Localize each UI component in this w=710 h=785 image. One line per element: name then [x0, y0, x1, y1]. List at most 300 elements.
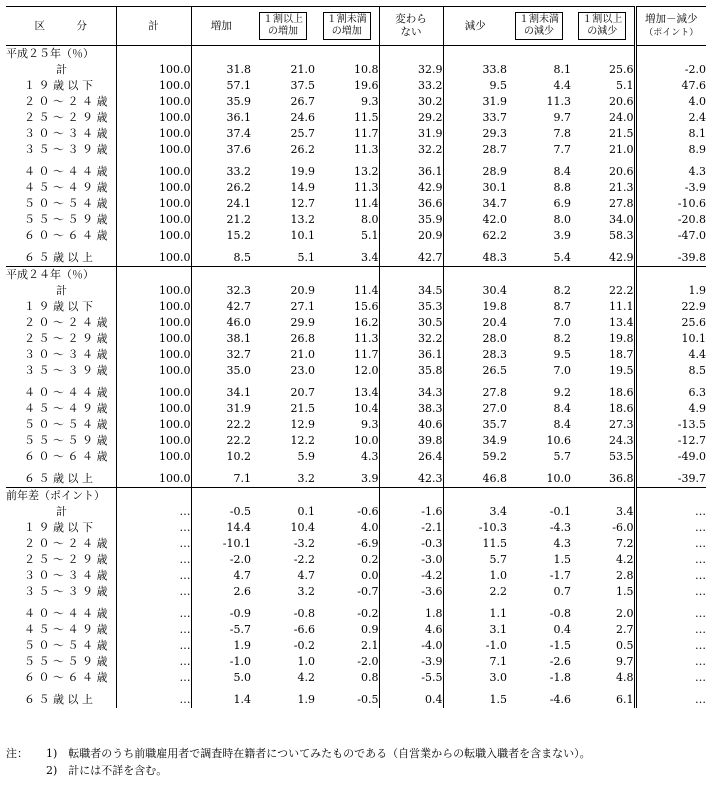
table-cell: 30.4 [443, 283, 507, 299]
table-cell: 13.4 [609, 316, 634, 329]
header-row [6, 7, 706, 46]
table-cell: 7.0 [553, 364, 571, 377]
table-cell: 20.9 [290, 284, 315, 297]
table-cell: 1.0 [443, 568, 507, 584]
row-label: ６ ０ ～ ６ ４ 歳 [24, 450, 108, 463]
table-cell: 22.9 [635, 299, 706, 315]
table-cell: 20.7 [290, 386, 315, 399]
table-cell: 4.6 [379, 622, 443, 638]
table-cell: 3.2 [297, 472, 315, 485]
table-cell: 7.7 [553, 143, 571, 156]
table-cell: 32.7 [191, 347, 251, 363]
table-cell: 21.3 [609, 181, 634, 194]
table-row [6, 552, 706, 568]
header-category: 区 分 [6, 7, 116, 46]
table-cell: 28.9 [443, 164, 507, 180]
table-cell: 10.4 [290, 521, 315, 534]
table-row [6, 692, 706, 708]
table-cell: 62.2 [443, 228, 507, 244]
table-cell: -0.3 [379, 536, 443, 552]
table-cell: 11.5 [443, 536, 507, 552]
table-cell: 21.2 [191, 212, 251, 228]
table-cell: 100.0 [116, 283, 191, 299]
table-cell: 38.3 [379, 401, 443, 417]
table-cell: -2.0 [191, 552, 251, 568]
table-cell: -5.5 [379, 670, 443, 686]
table-cell: 4.7 [191, 568, 251, 584]
table-cell: 57.1 [191, 78, 251, 94]
table-cell: 0.4 [379, 692, 443, 708]
table-cell: 35.8 [379, 363, 443, 379]
table-cell: … [116, 552, 191, 568]
table-cell: 31.8 [191, 62, 251, 78]
table-cell: 11.3 [354, 181, 379, 194]
table-cell: 16.2 [354, 316, 379, 329]
table-row [6, 94, 706, 110]
table-cell: 14.9 [290, 181, 315, 194]
table-cell: 47.6 [635, 78, 706, 94]
table-cell: 35.7 [443, 417, 507, 433]
row-label: ４ ５ ～ ４ ９ 歳 [24, 402, 108, 415]
table-cell: 10.2 [191, 449, 251, 465]
table-cell: … [116, 568, 191, 584]
table-cell: 7.1 [443, 654, 507, 670]
table-cell: 19.8 [443, 299, 507, 315]
header-inc-under10: １割未満 の増加 [315, 7, 379, 46]
table-cell: -2.0 [635, 62, 706, 78]
table-row [6, 331, 706, 347]
table-cell: 3.2 [297, 585, 315, 598]
table-cell: 100.0 [116, 315, 191, 331]
table-cell: -1.7 [549, 569, 571, 582]
table-cell: 26.8 [290, 332, 315, 345]
table-cell: … [116, 504, 191, 520]
table-cell: 100.0 [116, 449, 191, 465]
table-cell: 33.2 [191, 164, 251, 180]
row-label: ４ ０ ～ ４ ４ 歳 [24, 386, 108, 399]
table-cell: … [635, 638, 706, 654]
table-cell: -2.1 [379, 520, 443, 536]
table-cell: 15.2 [191, 228, 251, 244]
table-cell: 8.7 [553, 300, 571, 313]
header-diff: 増加－減少 （ポイント） [635, 7, 706, 46]
table-cell: … [116, 638, 191, 654]
table-cell: -1.0 [191, 654, 251, 670]
table-cell: 27.8 [609, 197, 634, 210]
table-cell: 100.0 [116, 331, 191, 347]
row-label: ３ ０ ～ ３ ４ 歳 [24, 569, 108, 582]
table-cell: 2.6 [191, 584, 251, 600]
table-cell: 10.8 [354, 63, 379, 76]
table-row [6, 449, 706, 465]
table-cell: 5.0 [191, 670, 251, 686]
table-cell: 1.0 [297, 655, 315, 668]
table-row [6, 315, 706, 331]
table-cell: 26.7 [290, 95, 315, 108]
table-cell: 7.0 [553, 316, 571, 329]
table-cell: 13.2 [290, 213, 315, 226]
table-cell: 35.9 [191, 94, 251, 110]
table-cell: -3.2 [293, 537, 315, 550]
table-cell: 10.1 [635, 331, 706, 347]
table-row [6, 584, 706, 600]
table-cell: 9.7 [616, 655, 634, 668]
table-cell: 8.2 [553, 284, 571, 297]
table-cell: 0.7 [553, 585, 571, 598]
table-cell: 33.7 [443, 110, 507, 126]
footnote-1 [6, 746, 591, 762]
table-cell: 0.8 [361, 671, 379, 684]
table-cell: 100.0 [116, 250, 191, 267]
table-row [6, 228, 706, 244]
table-cell: 24.0 [609, 111, 634, 124]
table-cell: 4.3 [361, 450, 379, 463]
table-cell: 5.1 [616, 79, 634, 92]
table-cell: -49.0 [635, 449, 706, 465]
table-cell: 8.2 [553, 332, 571, 345]
table-cell: 42.9 [379, 180, 443, 196]
table-cell: 26.4 [379, 449, 443, 465]
row-label: ３ ５ ～ ３ ９ 歳 [24, 364, 108, 377]
table-cell: 100.0 [116, 347, 191, 363]
table-cell: 20.6 [609, 165, 634, 178]
table-cell: 11.4 [354, 197, 379, 210]
row-label: ６ ５ 歳 以 上 [24, 472, 93, 485]
footnote-1-text: 1) 転職者のうち前職雇用者で調査時在籍者についてみたものである（自営業からの転職入職者を含まない）。 [46, 747, 591, 760]
table-cell: 32.9 [379, 62, 443, 78]
table-cell: 42.9 [609, 251, 634, 264]
table-cell: -0.6 [357, 505, 379, 518]
table-cell: 7.1 [191, 471, 251, 488]
table-row [6, 504, 706, 520]
table-cell: 59.2 [443, 449, 507, 465]
table-cell: 34.1 [191, 385, 251, 401]
table-cell: 8.4 [553, 165, 571, 178]
table-cell: 10.4 [354, 402, 379, 415]
table-cell: 21.0 [609, 143, 634, 156]
table-cell: -5.7 [191, 622, 251, 638]
table-cell: 4.3 [553, 537, 571, 550]
row-label: ４ ０ ～ ４ ４ 歳 [24, 607, 108, 620]
table-cell: … [635, 670, 706, 686]
table-cell: 5.7 [553, 450, 571, 463]
table-cell: 4.3 [635, 164, 706, 180]
table-cell: 1.9 [635, 283, 706, 299]
table-cell: 13.2 [354, 165, 379, 178]
row-label: ６ ５ 歳 以 上 [24, 693, 93, 706]
table-cell: 100.0 [116, 385, 191, 401]
table-cell: 30.2 [379, 94, 443, 110]
row-label: 計 [56, 284, 67, 297]
table-cell: 2.2 [443, 584, 507, 600]
table-cell: 1.1 [443, 606, 507, 622]
table-cell: 8.5 [635, 363, 706, 379]
table-cell: 7.8 [553, 127, 571, 140]
table-cell: 11.3 [546, 95, 571, 108]
table-cell: 37.5 [290, 79, 315, 92]
table-cell: 31.9 [443, 94, 507, 110]
table-cell: 9.3 [361, 95, 379, 108]
table-cell: 30.1 [443, 180, 507, 196]
table-cell: 21.0 [290, 348, 315, 361]
table-cell: 2.8 [616, 569, 634, 582]
table-cell: -0.7 [357, 585, 379, 598]
table-cell: 6.9 [553, 197, 571, 210]
table-row [6, 212, 706, 228]
table-cell: -10.3 [443, 520, 507, 536]
table-cell: 8.4 [553, 418, 571, 431]
table-cell: 1.5 [553, 553, 571, 566]
table-cell: 10.1 [290, 229, 315, 242]
section-title-row [6, 488, 706, 505]
table-cell: 5.9 [297, 450, 315, 463]
header-inc-over10: １割以上 の増加 [251, 7, 315, 46]
table-cell: 0.5 [616, 639, 634, 652]
table-cell: 0.2 [361, 553, 379, 566]
table-cell: 12.0 [354, 364, 379, 377]
row-label: ３ ０ ～ ３ ４ 歳 [24, 348, 108, 361]
table-cell: -4.3 [549, 521, 571, 534]
table-cell: 8.9 [635, 142, 706, 158]
table-cell: 4.8 [616, 671, 634, 684]
table-cell: 25.6 [635, 315, 706, 331]
table-cell: 1.4 [191, 692, 251, 708]
table-cell: 32.3 [191, 283, 251, 299]
table-cell: 11.1 [609, 300, 634, 313]
table-cell: 8.4 [553, 402, 571, 415]
table-cell: 34.9 [443, 433, 507, 449]
table-cell: 9.5 [443, 78, 507, 94]
section-title: 平成２５年（％） [6, 46, 116, 63]
row-label: ４ ０ ～ ４ ４ 歳 [24, 165, 108, 178]
table-row [6, 283, 706, 299]
table-cell: 33.8 [443, 62, 507, 78]
table-cell: 34.5 [379, 283, 443, 299]
table-cell: 100.0 [116, 164, 191, 180]
row-label: 計 [56, 63, 67, 76]
table-cell: 19.9 [290, 165, 315, 178]
table-cell: 5.1 [297, 251, 315, 264]
table-cell: 3.9 [361, 472, 379, 485]
table-cell: 28.7 [443, 142, 507, 158]
table-cell: 36.1 [191, 110, 251, 126]
table-cell: 46.0 [191, 315, 251, 331]
table-cell: 4.4 [635, 347, 706, 363]
table-cell: … [116, 584, 191, 600]
table-cell: -0.5 [357, 693, 379, 706]
table-cell: -2.2 [293, 553, 315, 566]
table-cell: 7.2 [616, 537, 634, 550]
table-cell: 34.7 [443, 196, 507, 212]
table-cell: 25.7 [290, 127, 315, 140]
table-cell: 4.2 [297, 671, 315, 684]
table-cell: 2.0 [616, 607, 634, 620]
table-cell: 5.7 [443, 552, 507, 568]
table-cell: 27.3 [609, 418, 634, 431]
row-label: ５ ０ ～ ５ ４ 歳 [24, 197, 108, 210]
row-label: １ ９ 歳 以 下 [24, 521, 93, 534]
table-cell: -0.8 [549, 607, 571, 620]
table-cell: 27.1 [290, 300, 315, 313]
table-cell: … [116, 606, 191, 622]
table-cell: 32.2 [379, 331, 443, 347]
table-cell: … [635, 552, 706, 568]
table-row [6, 180, 706, 196]
table-cell: 37.6 [191, 142, 251, 158]
table-cell: 18.6 [609, 402, 634, 415]
table-cell: 35.3 [379, 299, 443, 315]
table-cell: 100.0 [116, 126, 191, 142]
section-title-row [6, 267, 706, 284]
table-cell: 4.4 [553, 79, 571, 92]
table-row [6, 536, 706, 552]
table-cell: 0.1 [297, 505, 315, 518]
table-row [6, 78, 706, 94]
row-label: １ ９ 歳 以 下 [24, 300, 93, 313]
table-cell: 8.1 [553, 63, 571, 76]
header-total: 計 [116, 7, 191, 46]
table-row [6, 250, 706, 267]
row-label: ６ ０ ～ ６ ４ 歳 [24, 671, 108, 684]
table-cell: 35.9 [379, 212, 443, 228]
table-row [6, 520, 706, 536]
table-row [6, 401, 706, 417]
table-cell: -39.8 [635, 250, 706, 267]
table-cell: 10.0 [354, 434, 379, 447]
table-cell: -4.2 [379, 568, 443, 584]
table-cell: 24.6 [290, 111, 315, 124]
table-cell: 100.0 [116, 228, 191, 244]
table-cell: 100.0 [116, 142, 191, 158]
table-cell: 10.6 [546, 434, 571, 447]
section-title: 前年差（ポイント） [6, 488, 116, 505]
table-cell: -2.0 [357, 655, 379, 668]
row-label: ２ ０ ～ ２ ４ 歳 [24, 316, 108, 329]
table-row [6, 299, 706, 315]
table-cell: 100.0 [116, 212, 191, 228]
table-cell: 4.9 [635, 401, 706, 417]
table-cell: 11.3 [354, 143, 379, 156]
table-cell: 100.0 [116, 299, 191, 315]
section-title: 平成２４年（％） [6, 267, 116, 284]
table-row [6, 622, 706, 638]
table-cell: … [116, 670, 191, 686]
table-cell: 3.9 [553, 229, 571, 242]
table-row [6, 196, 706, 212]
table-cell: 26.2 [191, 180, 251, 196]
table-cell: -3.6 [379, 584, 443, 600]
table-cell: 6.3 [635, 385, 706, 401]
header-nochange: 変わら ない [379, 7, 443, 46]
table-cell: 11.7 [354, 127, 379, 140]
table-cell: … [635, 622, 706, 638]
table-cell: 21.5 [290, 402, 315, 415]
table-cell: 18.7 [609, 348, 634, 361]
table-cell: 48.3 [443, 250, 507, 267]
table-cell: 14.4 [191, 520, 251, 536]
table-cell: 11.4 [354, 284, 379, 297]
table-cell: -3.9 [635, 180, 706, 196]
table-cell: 12.7 [290, 197, 315, 210]
table-cell: 34.0 [609, 213, 634, 226]
table-cell: 29.2 [379, 110, 443, 126]
table-cell: 22.2 [191, 433, 251, 449]
row-label: ２ ５ ～ ２ ９ 歳 [24, 553, 108, 566]
header-dec-over10: １割以上 の減少 [571, 7, 635, 46]
table-cell: 21.0 [290, 63, 315, 76]
table-row [6, 654, 706, 670]
table-cell: 100.0 [116, 433, 191, 449]
table-cell: 1.5 [443, 692, 507, 708]
table-cell: … [116, 536, 191, 552]
table-cell: 9.5 [553, 348, 571, 361]
table-cell: -4.0 [379, 638, 443, 654]
table-cell: -1.5 [549, 639, 571, 652]
row-label: ４ ５ ～ ４ ９ 歳 [24, 181, 108, 194]
table-cell: 12.9 [290, 418, 315, 431]
table-cell: 37.4 [191, 126, 251, 142]
row-label: ６ ０ ～ ６ ４ 歳 [24, 229, 108, 242]
table-row [6, 164, 706, 180]
table-cell: 36.1 [379, 164, 443, 180]
row-label: １ ９ 歳 以 下 [24, 79, 93, 92]
table-row [6, 670, 706, 686]
table-cell: 24.3 [609, 434, 634, 447]
table-cell: 53.5 [609, 450, 634, 463]
table-cell: 38.1 [191, 331, 251, 347]
table-cell: 26.5 [443, 363, 507, 379]
table-cell: 10.0 [546, 472, 571, 485]
table-cell: 36.6 [379, 196, 443, 212]
table-cell: 29.3 [443, 126, 507, 142]
table-cell: 3.4 [443, 504, 507, 520]
row-label: ５ ０ ～ ５ ４ 歳 [24, 418, 108, 431]
table-cell: 100.0 [116, 94, 191, 110]
table-cell: 19.6 [354, 79, 379, 92]
table-row [6, 638, 706, 654]
table-row [6, 471, 706, 488]
table-cell: 12.2 [290, 434, 315, 447]
table-cell: 1.8 [379, 606, 443, 622]
table-row [6, 347, 706, 363]
table-cell: 9.7 [553, 111, 571, 124]
table-cell: 0.9 [361, 623, 379, 636]
footnote-2 [6, 763, 167, 779]
header-dec-under10: １割未満 の減少 [507, 7, 571, 46]
table-cell: -0.5 [191, 504, 251, 520]
table-cell: 11.3 [354, 332, 379, 345]
footnote-lead: 注： [6, 747, 28, 760]
table-cell: 22.2 [191, 417, 251, 433]
table-cell: 5.4 [553, 251, 571, 264]
table-cell: -0.9 [191, 606, 251, 622]
table-cell: -0.2 [357, 607, 379, 620]
table-cell: 13.4 [354, 386, 379, 399]
table-cell: -0.1 [549, 505, 571, 518]
footnote-2-text: 2) 計には不詳を含む。 [46, 764, 168, 777]
table-cell: … [116, 654, 191, 670]
table-cell: 21.5 [609, 127, 634, 140]
table-cell: -10.6 [635, 196, 706, 212]
table-cell: -3.9 [379, 654, 443, 670]
row-label: ５ ５ ～ ５ ９ 歳 [24, 655, 108, 668]
table-cell: 35.0 [191, 363, 251, 379]
table-cell: 8.0 [361, 213, 379, 226]
table-row [6, 126, 706, 142]
row-label: ５ ０ ～ ５ ４ 歳 [24, 639, 108, 652]
table-row [6, 417, 706, 433]
table-cell: 100.0 [116, 417, 191, 433]
